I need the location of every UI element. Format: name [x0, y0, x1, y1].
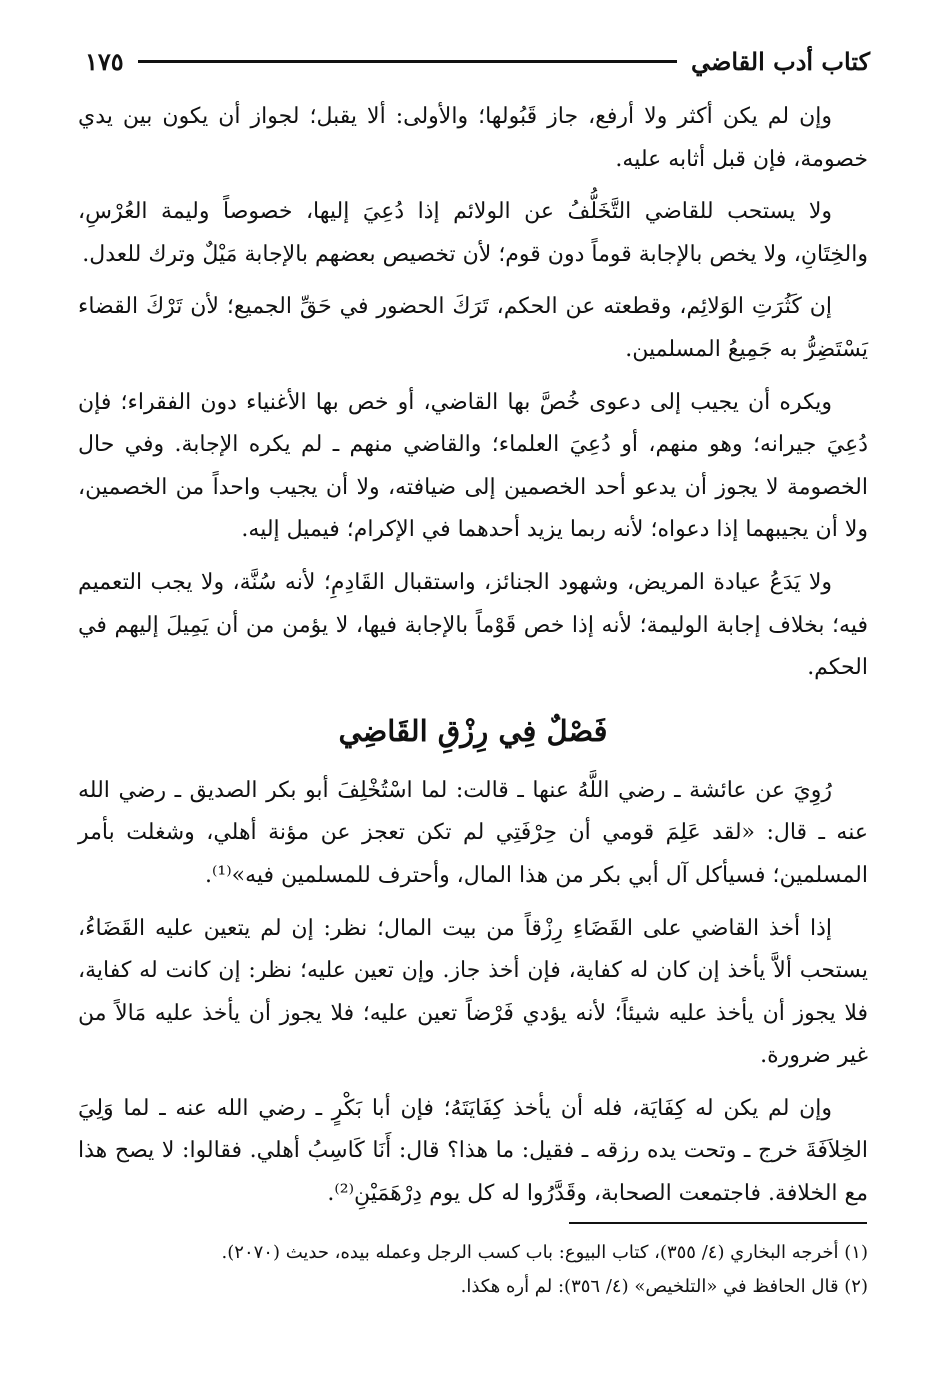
page-header [85, 38, 870, 84]
footnote-separator [569, 1222, 867, 1224]
paragraph: رُوِيَ عن عائشة ـ رضي اللَّهُ عنها ـ قالت: لما اسْتُخْلِفَ أبو بكر الصديق ـ رضي الله عنه ـ قال: «لقد عَلِمَ قومي أن حِرْفَتِي لم تكن تعجز عن مؤنة أهلي، وشغلت بأمر المسلمين؛ فسيأكل آل أبي بكر من هذا المال، وأحترف للمسلمين فيه»⁽¹⁾. [78, 777, 868, 888]
paragraph: ويكره أن يجيب إلى دعوى خُصَّ بها القاضي، أو خص بها الأغنياء دون الفقراء؛ فإن دُعِيَ جيرانه؛ وهو منهم، أو دُعِيَ العلماء؛ والقاضي منهم ـ لم يكره الإجابة. وفي حال الخصومة لا يجوز أن يدعو أحد الخصمين إلى ضيافته، ولا أن يجيب واحداً من الخصمين، ولا أن يجيبهما إذا دعواه؛ لأنه ربما يزيد أحدهما في الإكرام؛ فيميل إليه. [78, 389, 868, 543]
paragraph: وإن لم يكن أكثر ولا أرفع، جاز قَبُولها؛ والأولى: ألا يقبل؛ لجواز أن يكون بين يدي خصومة، فإن قبل أثابه عليه. [78, 104, 868, 172]
page-number: ١٧٥ [85, 46, 124, 76]
footnotes [78, 1236, 868, 1304]
footnote: (٢) قال الحافظ في «التلخيص» (٤/ ٣٥٦): لم أره هكذا. [460, 1276, 868, 1297]
footnote: (١) أخرجه البخاري (٤/ ٣٥٥)، كتاب البيوع: باب كسب الرجل وعمله بيده، حديث (٢٠٧٠). [221, 1242, 868, 1263]
running-title: كتاب أدب القاضي [690, 46, 870, 76]
paragraph: وإن لم يكن له كِفَايَة، فله أن يأخذ كِفَايَتَهُ؛ فإن أبا بَكْرٍ ـ رضي الله عنه ـ لما وَلِيَ الخِلاَفَةَ خرج ـ وتحت يده رزقه ـ فقيل: ما هذا؟ قال: أَنَا كَاسِبُ أهلي. فقالوا: لا يصح هذا مع الخلافة. فاجتمعت الصحابة، وقَدَّرُوا له كل يوم دِرْهَمَيْنِ⁽²⁾. [78, 1095, 868, 1207]
paragraph: ولا يَدَعُ عيادة المريض، وشهود الجنائز، واستقبال القَادِمِ؛ لأنه سُنَّة، ولا يجب التعميم فيه؛ بخلاف إجابة الوليمة؛ لأنه إذا خص قَوْماً بالإجابة فيها، لا يؤمن من أن يَمِيلَ إليهم في الحكم. [78, 569, 868, 681]
paragraph: إن كَثُرَتِ الوَلائِم، وقطعته عن الحكم، تَرَكَ الحضور في حَقِّ الجميع؛ لأن تَرْكَ القضاء يَسْتَضِرُّ به جَمِيعُ المسلمين. [78, 294, 868, 362]
page-body [78, 96, 868, 1226]
paragraph: إذا أخذ القاضي على القَضَاءِ رِزْقاً من بيت المال؛ نظر: إن لم يتعين عليه القَضَاءُ، يستحب ألاَّ يأخذ إن كان له كفاية، فإن أخذ جاز. وإن تعين عليه؛ نظر: إن كانت له كفاية، فلا يجوز أن يأخذ عليه شيئاً؛ لأنه يؤدي فَرْضاً تعين عليه؛ فلا يجوز أن يأخذ عليه مَالاً من غير ضرورة. [78, 915, 868, 1069]
section-heading: فَصْلٌ فِي رِزْقِ القَاضِي [338, 713, 608, 748]
header-rule [138, 60, 677, 63]
paragraph: ولا يستحب للقاضي التَّخَلُّفُ عن الولائم إذا دُعِيَ إليها، خصوصاً وليمة العُرْسِ، والخِتَانِ، ولا يخص بالإجابة قوماً دون قوم؛ لأن تخصيص بعضهم بالإجابة مَيْلٌ وترك للعدل. [78, 199, 868, 267]
